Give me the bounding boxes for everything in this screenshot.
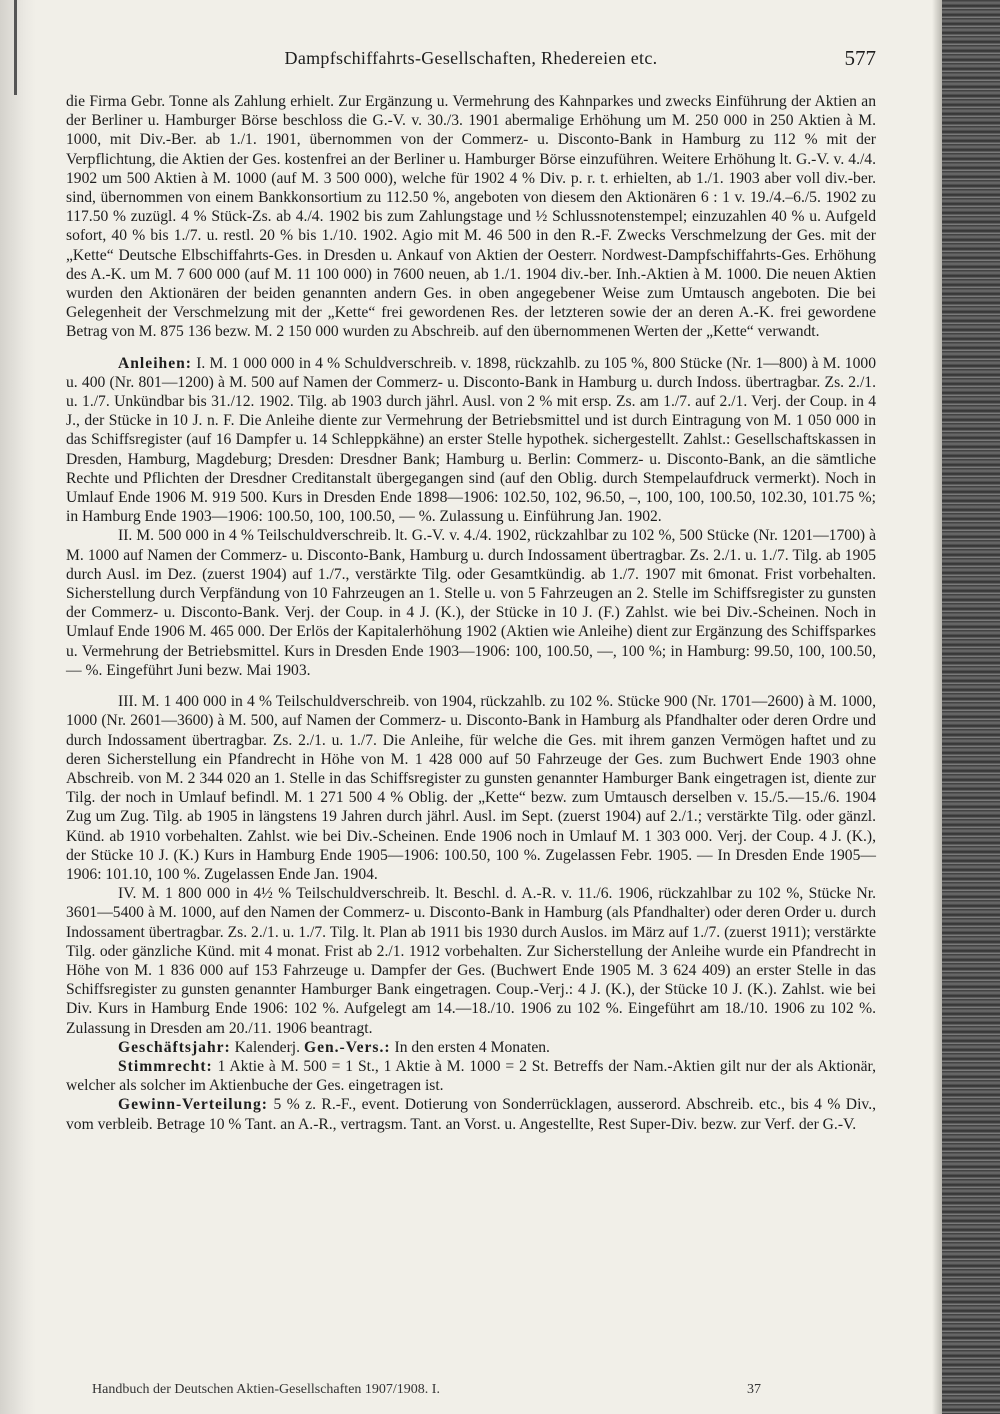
page-shadow xyxy=(932,0,942,1414)
page-footer xyxy=(92,1382,792,1398)
binding-mark xyxy=(14,0,17,95)
voting-rights-paragraph xyxy=(66,1057,876,1095)
page-body xyxy=(66,92,876,1134)
loan-three-paragraph: III. M. 1 400 000 in 4 % Teilschuldverschreib. von 1904, rückzahlb. zu 102 %. Stücke 900 (Nr. 1701—2600) à M. 1000, 1000 (Nr. 2601—3600) à M. 500, auf Namen der Commerz- u. Disconto-Bank in Hamburg als Pfandhalter oder deren Ordre und durch Indossament übertragbar. Zs. 2./1. u. 1./7. Die Anleihe, für welche die Ges. mit ihrem ganzen Vermögen haftet und zu deren Sicherstellung ein Pfandrecht in Höhe von M. 1 428 000 auf 50 Fahrzeuge der Ges. zum Buchwert Ende 1903 ohne Abschreib. von M. 2 344 020 an 1. Stelle in das Schiffsregister zu gunsten genannter Hamburger Bank eingetragen ist, diente zur Tilg. der noch in Umlauf befindl. M. 1 271 500 4 % Oblig. der „Kette“ bezw. zum Umtausch derselben v. 15./5.—15./6. 1904 Zug um Zug. Tilg. ab 1905 in längstens 19 Jahren durch jährl. Ausl. im Sept. (zuerst 1904) auf 2./1.; verstärkte Tilg. oder gänzl. Künd. ab 1910 vorbehalten. Zahlst. wie bei Div.-Scheinen. Ende 1906 noch in Umlauf M. 1 303 000. Verj. der Coup. 4 J. (K.), der Stücke 10 J. (K.) Kurs in Hamburg Ende 1905—1906: 100.50, 100 %. Zugelassen Febr. 1905. — In Dresden Ende 1905—1906: 101.10, 100 %. Zugelassen Ende Jan. 1904. xyxy=(66,693,876,883)
loan-one-paragraph xyxy=(66,354,876,527)
profit-distribution-paragraph xyxy=(66,1095,876,1133)
profit-distribution-text: 5 % z. R.-F., event. Dotierung von Sonderrücklagen, ausserord. Abschreib. etc., bis 4 % Div., vom verbleib. Betrage 10 % Tant. an A.-R., vertragsm. Tant. an Vorst. u. Angestellte, Rest Super-Div. bezw. zur Verf. der G.-V. xyxy=(66,1096,876,1133)
page-number: 577 xyxy=(844,46,876,70)
signature-mark: 37 xyxy=(747,1382,761,1397)
running-header xyxy=(66,48,876,76)
loan-two-paragraph: II. M. 500 000 in 4 % Teilschuldverschreib. lt. G.-V. v. 4./4. 1902, rückzahlbar zu 102 %, 500 Stücke (Nr. 1201—1700) à M. 1000 auf Namen der Commerz- u. Disconto-Bank, Hamburg u. durch Indossament übertragbar. Zs. 2./1. u. 1./7. Tilg. ab 1905 durch Ausl. im Dez. (zuerst 1904) auf 1./7., verstärkte Tilg. oder Gesamtkündig. ab 1./7. 1907 mit 6monat. Frist vorbehalten. Sicherstellung durch Verpfändung von 10 Fahrzeugen an 1. Stelle u. von 5 Fahrzeugen an 2. Stelle im Schiffsregister zu gunsten der Commerz- u. Disconto-Bank. Verj. der Coup. in 4 J. (K.), der Stücke in 10 J. (F.) Zahlst. wie bei Div.-Scheinen. Noch in Umlauf Ende 1906 M. 465 000. Der Erlös der Kapitalerhöhung 1902 (Aktien wie Anleihe) dient zur Ergänzung des Schiffsparkes u. Vermehrung der Betriebsmittel. Kurs in Dresden Ende 1903—1906: 100, 100.50, —, 100 %; in Hamburg: 99.50, 100, 100.50, — %. Eingeführt Juni bezw. Mai 1903. xyxy=(66,527,876,679)
capital-history-paragraph: die Firma Gebr. Tonne als Zahlung erhielt. Zur Ergänzung u. Vermehrung des Kahnparkes und zwecks Einführung der Aktien an der Berliner u. Hamburger Börse beschloss die G.-V. v. 30./3. 1901 abermalige Erhöhung um M. 250 000 in 250 Aktien à M. 1000, mit Div.-Ber. ab 1./1. 1901, übernommen von der Commerz- u. Disconto-Bank in Hamburg zu 112 % mit der Verpflichtung, die Aktien der Ges. kostenfrei an der Berliner u. Hamburger Börse einzuführen. Weitere Erhöhung lt. G.-V. v. 4./4. 1902 um 500 Aktien à M. 1000 (auf M. 3 500 000), welche für 1902 4 % Div. p. r. t. erhielten, ab 1./1. 1903 aber voll div.-ber. sind, übernommen von einem Bankkonsortium zu 112.50 %, angeboten von diesem den Aktionären 6 : 1 v. 19./4.–6./5. 1902 zu 117.50 % zuzügl. 4 % Stück-Zs. ab 4./4. 1902 bis zum Zahlungstage und ½ Schlussnotenstempel; einzuzahlen 40 % u. Aufgeld sofort, 40 % bis 1./7. u. restl. 20 % bis 1./10. 1902. Agio mit M. 46 500 in den R.-F. Zwecks Verschmelzung der Ges. mit der „Kette“ Deutsche Elbschiffahrts-Ges. in Dresden u. Ankauf von Aktien der Oesterr. Nordwest-Dampfschiffahrts-Ges. Erhöhung des A.-K. um M. 7 600 000 (auf M. 11 100 000) in 7600 neuen, ab 1./1. 1904 div.-ber. Inh.-Aktien à M. 1000. Die neuen Aktien wurden den Aktionären der beiden genannten andern Ges. in oben angegebener Weise zum Umtausch angeboten. Die bei Gelegenheit der Verschmelzung mit der „Kette“ frei gewordenen Res. der letzteren sowie der an deren A.-K. frei gewordene Betrag von M. 875 136 bezw. M. 2 150 000 wurden zu Abschreib. auf den übernommenen Werten der „Kette“ verwandt. xyxy=(66,93,876,341)
loan-four-paragraph: IV. M. 1 800 000 in 4½ % Teilschuldverschreib. lt. Beschl. d. A.-R. v. 11./6. 1906, rückzahlbar zu 102 %, Stücke Nr. 3601—5400 à M. 1000, auf den Namen der Commerz- u. Disconto-Bank in Hamburg (als Pfandhalter) oder deren Order u. durch Indossament übertragbar. Zs. 2./1. u. 1./7. Tilg. lt. Plan ab 1911 bis 1930 durch Auslos. im März auf 1./7. (zuerst 1911); verstärkte Tilg. oder gänzliche Künd. mit 4 monat. Frist ab 2./1. 1912 vorbehalten. Zur Sicherstellung der Anleihe wurde ein Pfandrecht in Höhe von M. 1 836 000 auf 153 Fahrzeuge u. Dampfer der Ges. (Buchwert Ende 1905 M. 3 624 409) an erster Stelle in das Schiffsregister zu gunsten genannter Hamburger Bank eingetragen. Coup.-Verj.: 4 J. (K.), der Stücke 10 J. (K.). Zahlst. wie bei Div. Kurs in Hamburg Ende 1906: 102 %. Aufgelegt am 14.—18./10. 1906 zu 102 %. Eingeführt am 18./10. 1906 zu 102 %. Zulassung in Dresden am 20./11. 1906 beantragt. xyxy=(66,885,876,1037)
profit-distribution-label: Gewinn-Verteilung: xyxy=(118,1096,268,1114)
book-binding-edge xyxy=(0,0,36,1414)
anleihen-label: Anleihen: xyxy=(118,354,192,372)
loan-one-text: I. M. 1 000 000 in 4 % Schuldverschreib. v. 1898, rückzahlb. zu 105 %, 800 Stücke (Nr. 1—800) à M. 1000 u. 400 (Nr. 801—1200) à M. 500 auf Namen der Commerz- u. Disconto-Bank in Hamburg u. durch Indoss. übertragbar. Zs. 2./1. u. 1./7. Unkündbar bis 31./12. 1902. Tilg. ab 1903 durch jährl. Ausl. von 2 % mit ersp. Zs. am 1./7. auf 2./1. Verj. der Coup. in 4 J., der Stücke in 10 J. n. F. Die Anleihe diente zur Vermehrung der Betriebsmittel und ist durch Eintragung von M. 1 050 000 in das Schiffsregister (auf 16 Dampfer u. 14 Schleppkähne) an erster Stelle hypothek. sichergestellt. Zahlst.: Gesellschaftskassen in Dresden, Hamburg, Magdeburg; Dresden: Dresdner Bank; Hamburg u. Berlin: Commerz- u. Disconto-Bank, an die sämtliche Rechte und Pflichten der Dresdner Creditanstalt übergegangen sind (auf den Oblig. durch Stempelaufdruck vermerkt). Noch in Umlauf Ende 1906 M. 919 500. Kurs in Dresden Ende 1898—1906: 102.50, 102, 96.50, –, 100, 100, 100.50, 102.30, 101.75 %; in Hamburg Ende 1903—1906: 100.50, 100, 100.50, — %. Zulassung u. Einführung Jan. 1902. xyxy=(66,354,876,526)
fiscal-year-value: Kalenderj. xyxy=(234,1038,301,1056)
footer-source: Handbuch der Deutschen Aktien-Gesellschaften 1907/1908. I. xyxy=(92,1382,440,1397)
book-spine xyxy=(942,0,1000,1414)
voting-rights-label: Stimmrecht: xyxy=(118,1057,213,1075)
fiscal-year-label: Geschäftsjahr: xyxy=(118,1038,231,1056)
voting-rights-text: 1 Aktie à M. 500 = 1 St., 1 Aktie à M. 1000 = 2 St. Betreffs der Nam.-Aktien gilt nur der als Aktionär, welcher als solcher im Aktienbuche der Ges. eingetragen ist. xyxy=(66,1057,876,1095)
general-meeting-value: In den ersten 4 Monaten. xyxy=(394,1038,550,1056)
fiscal-year-paragraph xyxy=(66,1038,876,1057)
header-title: Dampfschiffahrts-Gesellschaften, Rhedereien etc. xyxy=(284,48,658,68)
general-meeting-label: Gen.-Vers.: xyxy=(303,1038,391,1056)
